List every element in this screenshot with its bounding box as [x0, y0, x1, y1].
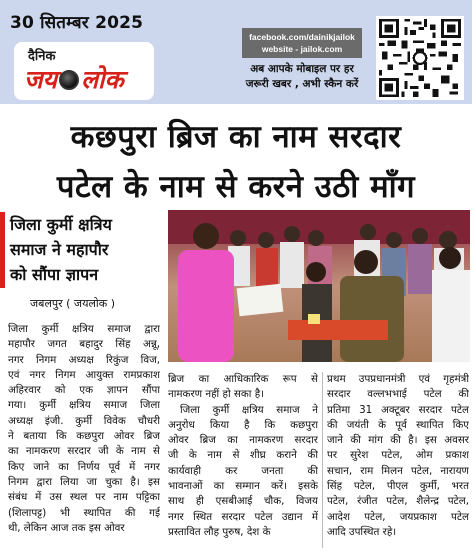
subhead-line2: समाज ने महापौर [10, 240, 109, 259]
facebook-link[interactable]: facebook.com/dainikjailok [249, 32, 355, 42]
article-line: जिला कुर्मी क्षत्रिय समाज द्वारा [8, 323, 160, 335]
article-column-1 [8, 322, 160, 536]
logo-word-right: लोक [81, 65, 124, 94]
article-line: किए जाने का निर्णय पूर्व में नगर [8, 460, 160, 473]
headline-line2: पटेल के नाम से करने उठी माँग [56, 169, 416, 205]
article-line: आदि उपस्थित रहे। [327, 525, 397, 538]
headline-line1: कछपुरा ब्रिज का नाम सरदार [70, 119, 402, 155]
issue-date: 30 सितम्बर 2025 [10, 13, 144, 33]
logo-wordmark [24, 62, 124, 96]
newspaper-logo[interactable] [14, 42, 154, 100]
article-line: भावनाओं का सम्मान करें। इसके [168, 480, 318, 493]
article-line: संबंध में उस स्थल पर नाम पट्टिका [8, 491, 160, 504]
dateline: जबलपुर ( जयलोक ) [30, 297, 116, 310]
website-link[interactable]: website - jailok.com [261, 44, 343, 54]
article-line: प्रस्तावित लौह पुरुष, देश के [168, 525, 271, 538]
article-line: की जयंती के पूर्व स्थापित किए [327, 418, 469, 431]
article-line: साथ ही एसबीआई चौक, विजय [168, 495, 318, 508]
main-headline [0, 112, 472, 212]
article-line: पर सुरेश पटेल, ओम प्रकाश [327, 449, 469, 462]
qr-code-icon[interactable] [376, 16, 464, 100]
article-line: ने बताया कि कछपुरा ओवर ब्रिज [8, 430, 160, 443]
article-line: आदेश पटेल, जयप्रकाश पटेल [327, 510, 469, 523]
article-line: अहिरवार को एक ज्ञापन सौंपा [8, 384, 160, 397]
article-line: ओवर ब्रिज का नामकरण सरदार [168, 434, 318, 447]
globe-icon [59, 70, 79, 90]
scan-prompt-line1: अब आपके मोबाइल पर हर [250, 63, 354, 75]
article-line: सिंह पटेल, पीएल कुर्मी, भरत [327, 480, 469, 493]
article-line: सचान, राम मिलन पटेल, नारायण [327, 464, 469, 477]
article-line: प्रतिमा 31 अक्टूबर सरदार पटेल [327, 403, 469, 416]
logo-word-left: जय [24, 65, 58, 94]
article-line: सरदार वल्लभभाई पटेल की [327, 388, 469, 401]
article-line: (शिलापट्ट) भी स्थापित की गई [8, 506, 160, 519]
article-line: का नामकरण सरदार जी के नाम से [8, 445, 160, 458]
article-column-2 [168, 372, 318, 540]
article-line: प्रथम उपप्रधानमंत्री एवं गृहमंत्री [327, 373, 469, 385]
article-line: गया। कुर्मी क्षत्रिय समाज जिला [8, 399, 160, 412]
scan-prompt-line2: जरूरी खबर , अभी स्कैन करें [245, 78, 359, 90]
article-line: अनुरोध किया है कि कछपुरा [168, 418, 318, 431]
article-line: जी के नाम से शीघ्र कराने की [168, 449, 318, 462]
article-line: नगर निगम अध्यक्ष रिकुंज विज, [8, 353, 160, 366]
logo-tagline: दैनिक [28, 49, 56, 64]
article-line: अध्यक्ष इंजी. कुर्मी विवेक चौधरी [8, 414, 160, 427]
article-line: नामकरण नहीं हो सका है। [168, 388, 265, 401]
subhead-text [10, 212, 162, 287]
article-line: जिला कुर्मी क्षत्रिय समाज ने [180, 403, 318, 416]
masthead [0, 0, 472, 104]
article-line: जाने की मांग की है। इस अवसर [327, 434, 469, 447]
news-photo[interactable] [168, 210, 470, 362]
subhead-line3: को सौंपा ज्ञापन [10, 265, 99, 284]
article-line: निगम द्वारा लिया जा चुका है। इस [8, 475, 160, 488]
website-box[interactable] [242, 28, 362, 58]
subhead-accent-bar [0, 212, 5, 288]
column-divider [322, 372, 323, 548]
article-line: ब्रिज का आधिकारिक रूप से [168, 373, 318, 385]
article-line: थी, लेकिन आज तक इस ओवर [8, 521, 125, 534]
article-line: पटेल, रंजीत पटेल, शैलेन्द्र पटेल, [327, 495, 469, 508]
article-line: एवं नगर निगम आयुक्त रामप्रकाश [8, 368, 160, 381]
article-line: कार्यवाही कर जनता की [168, 464, 318, 477]
article-column-3 [327, 372, 469, 540]
article-line: महापौर जगत बहादुर सिंह अन्नू, [8, 338, 160, 351]
scan-prompt [232, 62, 372, 92]
subhead-line1: जिला कुर्मी क्षत्रिय [10, 215, 112, 234]
article-line: नगर स्थित सरदार पटेल उद्यान में [168, 510, 318, 523]
